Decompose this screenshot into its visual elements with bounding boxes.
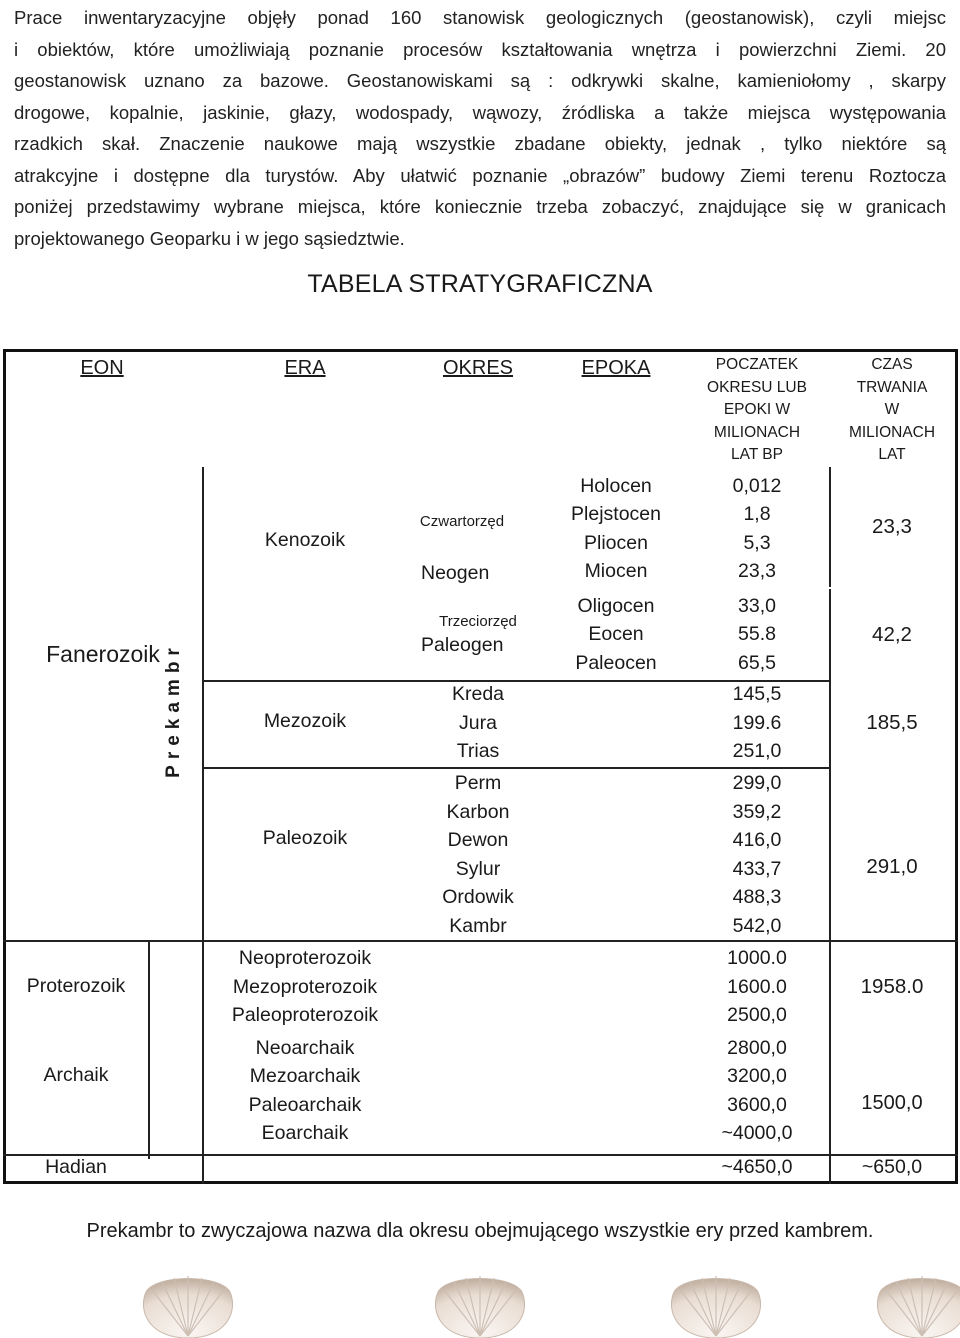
header-poczatek xyxy=(707,354,807,467)
poczatek-dewon: 416,0 xyxy=(732,829,782,851)
era-kenozoik: Kenozoik xyxy=(264,529,346,551)
era-neoproterozoik: Neoproterozoik xyxy=(238,947,372,969)
intro-line: rzadkich skał. Znaczenie naukowe mają wszystkie zbadane obiekty, jednak , tylko niektóre są xyxy=(14,133,946,154)
poczatek-neoarchaik: 2800,0 xyxy=(727,1037,787,1059)
poczatek-paleoproterozoik: 2500,0 xyxy=(727,1004,787,1026)
czas-archaik: 1500,0 xyxy=(861,1092,923,1114)
prekambr-vertical-label: Prekambr xyxy=(163,642,184,778)
okres-jura: Jura xyxy=(459,712,497,734)
era-left-line xyxy=(202,467,204,1184)
header-poczatek-line: OKRESU LUB xyxy=(707,378,807,396)
poczatek-holocen: 0,012 xyxy=(732,475,782,497)
intro-line: Prace inwentaryzacyjne objęły ponad 160 stanowisk geologicznych (geostanowisk), czyli miejsc xyxy=(14,7,946,28)
header-era: ERA xyxy=(284,357,326,379)
era-paleoarchaik: Paleoarchaik xyxy=(248,1094,362,1116)
intro-line: projektowanego Geoparku i w jego sąsiedztwie. xyxy=(14,227,405,249)
poczatek-oligocen: 33,0 xyxy=(738,595,776,617)
header-czas-line: MILIONACH xyxy=(848,423,936,441)
poczatek-kambr: 542,0 xyxy=(732,915,782,937)
eon-proterozoik: Proterozoik xyxy=(26,975,126,997)
header-czas-line: LAT xyxy=(878,446,906,463)
header-poczatek-line: MILIONACH xyxy=(713,423,801,441)
intro-paragraph xyxy=(14,2,946,254)
header-epoka: EPOKA xyxy=(581,357,651,379)
era-paleoproterozoik: Paleoproterozoik xyxy=(231,1004,379,1026)
epoka-plejstocen: Plejstocen xyxy=(571,503,661,525)
poczatek-sylur: 433,7 xyxy=(732,858,782,880)
header-eon: EON xyxy=(80,357,124,379)
okres-trzeciorzed: Trzeciorzęd xyxy=(439,613,517,630)
eon-archaik: Archaik xyxy=(43,1064,109,1086)
epoka-holocen: Holocen xyxy=(580,475,652,497)
okres-dewon: Dewon xyxy=(447,829,509,851)
epoka-paleocen: Paleocen xyxy=(575,652,657,674)
intro-line: atrakcyjne i dostępne dla turystów. Aby ułatwić poznanie „obrazów” budowy Ziemi terenu Roztocza xyxy=(14,164,946,186)
era-mezozoik: Mezozoik xyxy=(263,710,347,732)
era-paleozoik: Paleozoik xyxy=(262,827,348,849)
table-title: TABELA STRATYGRAFICZNA xyxy=(307,270,653,298)
poczatek-hadian: ~4650,0 xyxy=(721,1156,793,1178)
poczatek-eocen: 55.8 xyxy=(738,623,776,645)
okres-paleogen: Paleogen xyxy=(421,634,504,656)
era-mezoarchaik: Mezoarchaik xyxy=(249,1065,361,1087)
row-divider-hadian xyxy=(3,1154,958,1156)
header-okres: OKRES xyxy=(442,357,514,379)
poczatek-neoproterozoik: 1000.0 xyxy=(727,947,787,969)
poczatek-trias: 251,0 xyxy=(732,740,782,762)
era-neoarchaik: Neoarchaik xyxy=(255,1037,355,1059)
okres-czwartorzed: Czwartorzęd xyxy=(419,513,505,530)
header-poczatek-line: LAT BP xyxy=(731,446,783,463)
okres-perm: Perm xyxy=(454,772,502,794)
stratigraphic-table xyxy=(3,349,958,1184)
czas-paleozoik: 291,0 xyxy=(866,855,918,878)
poczatek-jura: 199.6 xyxy=(732,712,782,734)
eon-fanerozoik: Fanerozoik xyxy=(46,641,160,667)
poczatek-mezoproterozoik: 1600.0 xyxy=(727,976,787,998)
okres-sylur: Sylur xyxy=(455,858,501,880)
okres-kreda: Kreda xyxy=(451,683,505,705)
poczatek-eoarchaik: ~4000,0 xyxy=(721,1122,793,1144)
eon-hadian: Hadian xyxy=(45,1156,107,1178)
epoka-eocen: Eocen xyxy=(588,623,644,645)
epoka-pliocen: Pliocen xyxy=(584,532,648,554)
poczatek-plejstocen: 1,8 xyxy=(743,503,771,525)
czas-left-line-1 xyxy=(829,467,831,587)
poczatek-paleoarchaik: 3600,0 xyxy=(727,1094,787,1116)
poczatek-mezoarchaik: 3200,0 xyxy=(727,1065,787,1087)
poczatek-karbon: 359,2 xyxy=(732,801,782,823)
header-poczatek-line: POCZATEK xyxy=(715,356,799,373)
czas-mezozoik: 185,5 xyxy=(866,711,918,734)
era-mezoproterozoik: Mezoproterozoik xyxy=(232,976,378,998)
era-eoarchaik: Eoarchaik xyxy=(261,1122,349,1144)
header-czas-line: CZAS xyxy=(871,356,913,373)
poczatek-miocen: 23,3 xyxy=(738,560,776,582)
poczatek-pliocen: 5,3 xyxy=(743,532,771,554)
czas-czwartorzed-neogen: 23,3 xyxy=(872,515,912,538)
seashell-image xyxy=(430,1270,530,1338)
footer-note: Prekambr to zwyczajowa nazwa dla okresu obejmującego wszystkie ery przed kambrem. xyxy=(86,1220,874,1242)
intro-line: drogowe, kopalnie, jaskinie, głazy, wodospady, wąwozy, źródliska a także miejsca występowania xyxy=(14,101,946,123)
poczatek-paleocen: 65,5 xyxy=(738,652,776,674)
intro-line: i obiektów, które umożliwiają poznanie procesów kształtowania wnętrza i powierzchni Ziemi. 20 xyxy=(14,38,946,60)
czas-hadian: ~650,0 xyxy=(861,1156,923,1178)
okres-kambr: Kambr xyxy=(449,915,507,937)
seashell-image xyxy=(138,1270,238,1338)
header-czas xyxy=(849,354,935,467)
okres-trias: Trias xyxy=(456,740,500,762)
okres-ordowik: Ordowik xyxy=(442,886,514,908)
intro-line: geostanowisk uznano za bazowe. Geostanowiskami są : odkrywki skalne, kamieniołomy , skarpy xyxy=(14,70,946,91)
okres-karbon: Karbon xyxy=(446,801,510,823)
header-poczatek-line: EPOKI W xyxy=(723,401,791,418)
poczatek-ordowik: 488,3 xyxy=(732,886,782,908)
poczatek-perm: 299,0 xyxy=(732,772,782,794)
seashell-image xyxy=(666,1270,766,1338)
prekambr-left-line xyxy=(148,942,150,1159)
intro-line: poniżej przedstawimy wybrane miejsca, które koniecznie trzeba zobaczyć, znajdujące się w granicach xyxy=(14,196,946,217)
czas-proterozoik: 1958.0 xyxy=(860,975,924,998)
header-czas-line: W xyxy=(884,401,900,418)
okres-neogen: Neogen xyxy=(421,562,490,584)
seashell-image xyxy=(872,1270,960,1338)
czas-paleogen: 42,2 xyxy=(872,623,912,646)
poczatek-kreda: 145,5 xyxy=(732,683,782,705)
epoka-oligocen: Oligocen xyxy=(577,595,655,617)
epoka-miocen: Miocen xyxy=(584,560,648,582)
czas-left-line-2 xyxy=(829,589,831,1184)
row-divider-paleozoik xyxy=(3,940,958,942)
header-czas-line: TRWANIA xyxy=(856,378,928,396)
